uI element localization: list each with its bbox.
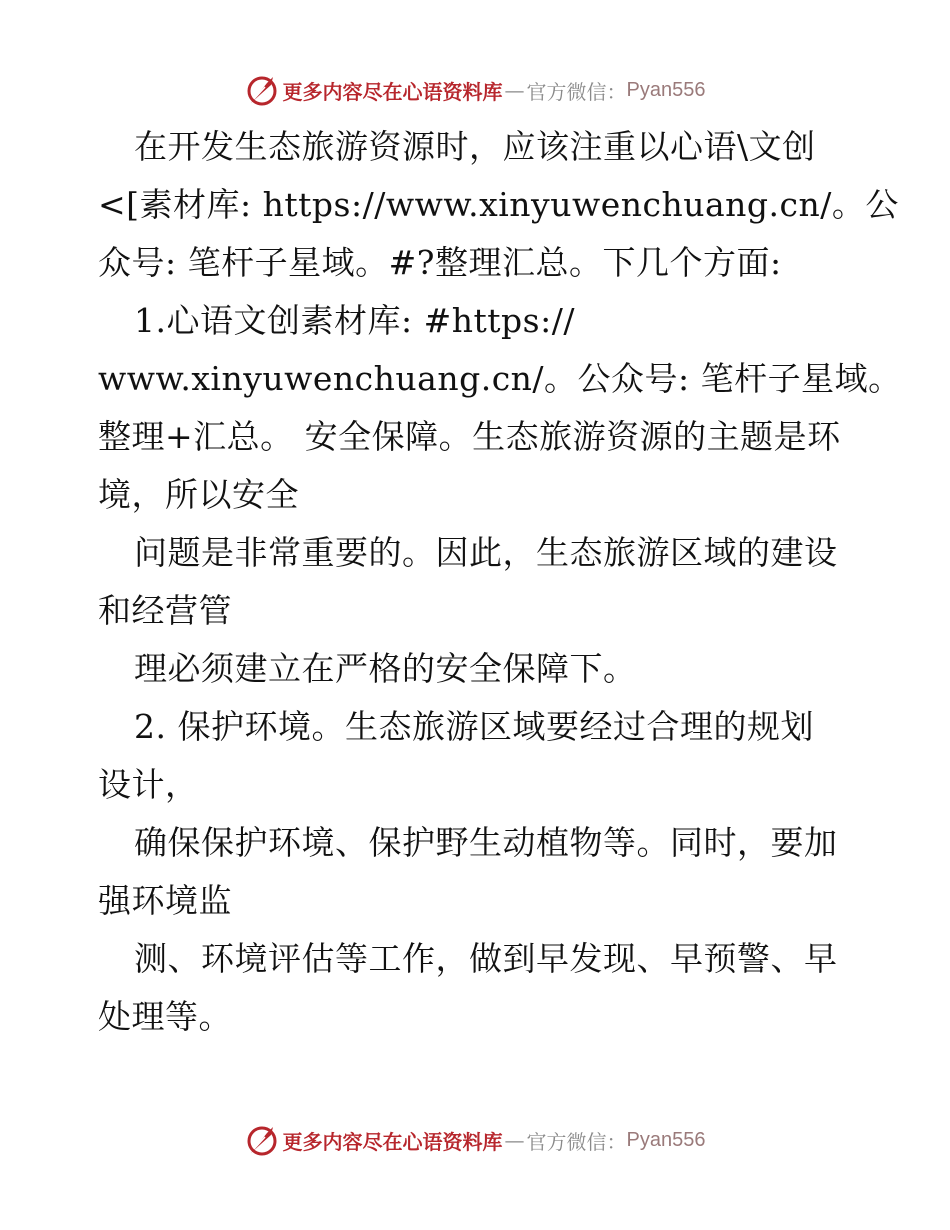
banner-dash: — — [504, 1128, 525, 1152]
body-line: 境，所以安全 — [98, 475, 299, 514]
body-line: www.xinyuwenchuang.cn/。公众号: 笔杆子星域。 — [98, 359, 902, 398]
banner-wechat-label: 官方微信： — [526, 1129, 627, 1154]
body-line: 众号: 笔杆子星域。#?整理汇总。下几个方面: — [98, 243, 782, 282]
banner-main-text: 更多内容尽在心语资料库 — [282, 1129, 503, 1154]
body-line: 确保保护环境、保护野生动植物等。同时，要加 — [134, 823, 838, 862]
document-body — [98, 118, 902, 1046]
body-line: 处理等。 — [98, 997, 232, 1036]
body-line: 强环境监 — [98, 881, 232, 920]
body-line: 和经营管 — [98, 591, 232, 630]
quill-pen-logo-icon — [245, 1123, 279, 1157]
banner-main-text: 更多内容尽在心语资料库 — [282, 79, 503, 104]
body-line: 1.心语文创素材库: #https:// — [134, 301, 575, 340]
body-line: 整理+汇总。 安全保障。生态旅游资源的主题是环 — [98, 417, 841, 456]
banner-wechat-id: Pyan556 — [626, 78, 706, 101]
banner-dash: — — [504, 78, 525, 102]
body-line: 设计， — [98, 765, 199, 804]
quill-pen-logo-icon — [245, 73, 279, 107]
body-line: 在开发生态旅游资源时，应该注重以心语\文创 — [134, 127, 816, 166]
body-line: 测、环境评估等工作，做到早发现、早预警、早 — [134, 939, 838, 978]
body-line: 理必须建立在严格的安全保障下。 — [134, 649, 637, 688]
footer-banner — [0, 1120, 950, 1160]
banner-wechat-label: 官方微信： — [526, 79, 627, 104]
body-line: 问题是非常重要的。因此，生态旅游区域的建设 — [134, 533, 838, 572]
banner-wechat-id: Pyan556 — [626, 1128, 706, 1151]
body-line: 2. 保护环境。生态旅游区域要经过合理的规划 — [134, 707, 814, 746]
body-line: <[素材库: https://www.xinyuwenchuang.cn/。公 — [98, 185, 899, 224]
header-banner — [0, 70, 950, 110]
